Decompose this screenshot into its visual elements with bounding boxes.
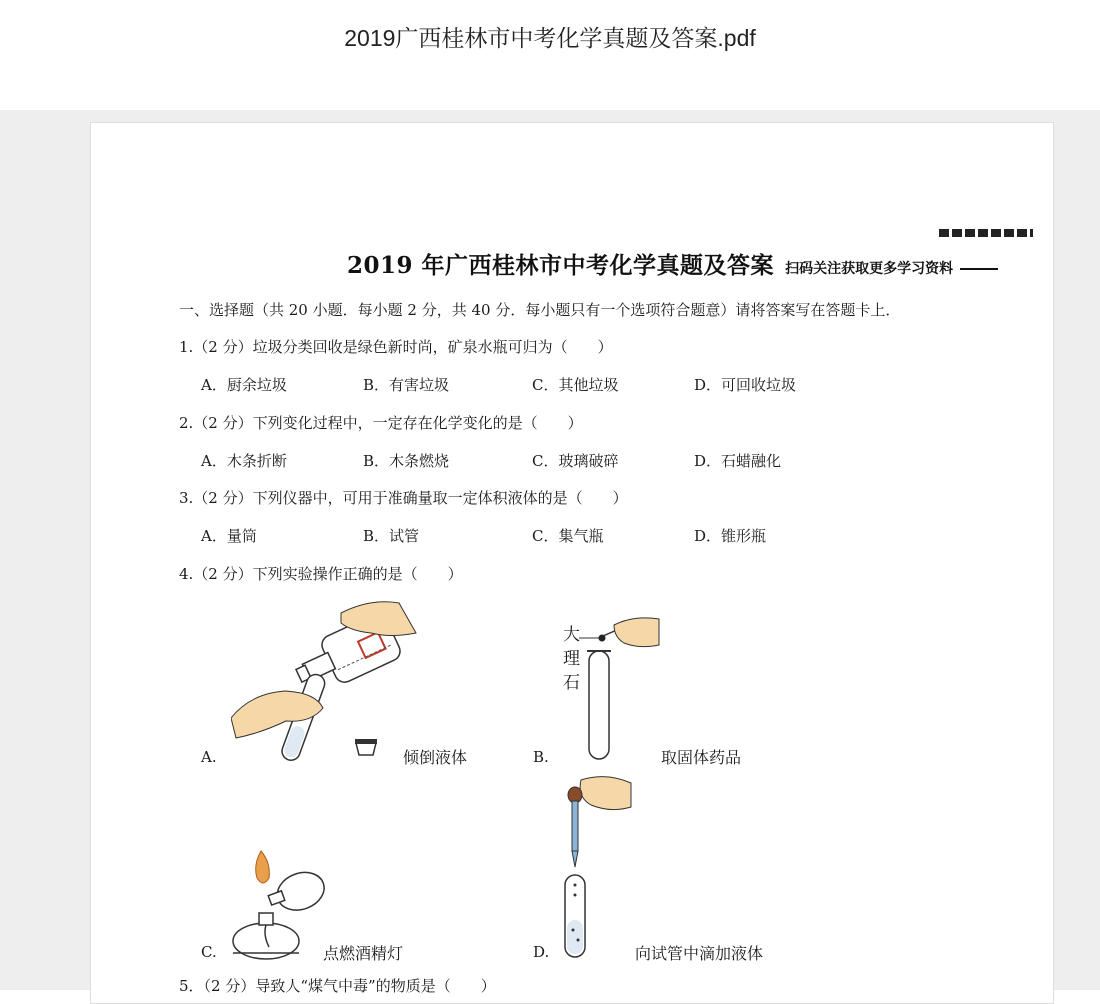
question-1-option-b: B．有害垃圾 xyxy=(363,376,450,394)
page-title: 2019 年广西桂林市中考化学真题及答案 xyxy=(347,252,775,279)
page-title-row xyxy=(347,247,998,280)
marble-label-char-3: 石 xyxy=(563,673,580,693)
question-2-option-c: C．玻璃破碎 xyxy=(532,452,619,470)
figure-b-caption: 取固体药品 xyxy=(661,748,742,767)
question-1-option-d: D．可回收垃圾 xyxy=(694,376,797,394)
question-3-option-a: A．量筒 xyxy=(201,527,257,545)
document-filename: 2019广西桂林市中考化学真题及答案.pdf xyxy=(344,25,756,51)
title-dash xyxy=(960,268,998,270)
document-header xyxy=(0,0,1100,110)
question-2-stem: 2.（2 分）下列变化过程中，一定存在化学变化的是（ ） xyxy=(179,414,583,432)
question-3-stem: 3.（2 分）下列仪器中，可用于准确量取一定体积液体的是（ ） xyxy=(179,489,628,507)
figure-c-caption: 点燃酒精灯 xyxy=(323,944,404,963)
question-1-option-a: A．厨余垃圾 xyxy=(201,376,287,394)
marble-into-test-tube-illustration xyxy=(579,615,669,765)
title-note: 扫码关注获取更多学习资料 xyxy=(785,261,954,277)
question-5-stem: 5．（2 分）导致人“煤气中毒”的物质是（ ） xyxy=(179,977,496,995)
pdf-page[interactable] xyxy=(90,122,1054,1004)
question-4-stem: 4.（2 分）下列实验操作正确的是（ ） xyxy=(179,565,463,583)
section-heading: 一、选择题（共 20 小题．每小题 2 分，共 40 分．每小题只有一个选项符合题意）请将答案写在答题卡上． xyxy=(179,301,901,319)
corner-decoration xyxy=(939,229,1033,237)
pouring-liquid-illustration xyxy=(231,593,421,763)
figure-a-caption: 倾倒液体 xyxy=(403,748,468,767)
question-2-option-a: A．木条折断 xyxy=(201,452,287,470)
question-2-option-b: B．木条燃烧 xyxy=(363,452,450,470)
question-3-option-c: C．集气瓶 xyxy=(532,527,604,545)
figure-d-caption: 向试管中滴加液体 xyxy=(635,944,764,963)
question-1-option-c: C．其他垃圾 xyxy=(532,376,619,394)
figure-a-letter: A. xyxy=(201,748,217,766)
dropper-into-test-tube-illustration xyxy=(551,775,641,965)
question-3-option-d: D．锥形瓶 xyxy=(694,527,767,545)
marble-label-char-2: 理 xyxy=(563,649,580,669)
question-1-stem: 1.（2 分）垃圾分类回收是绿色新时尚，矿泉水瓶可归为（ ） xyxy=(179,338,613,356)
marble-label-char-1: 大 xyxy=(563,625,580,645)
question-3-option-b: B．试管 xyxy=(363,527,420,545)
figure-c-letter: C. xyxy=(201,943,217,961)
figure-d-letter: D. xyxy=(533,943,550,961)
figure-b-letter: B. xyxy=(533,748,549,766)
lighting-alcohol-lamp-illustration xyxy=(221,843,331,963)
question-2-option-d: D．石蜡融化 xyxy=(694,452,782,470)
